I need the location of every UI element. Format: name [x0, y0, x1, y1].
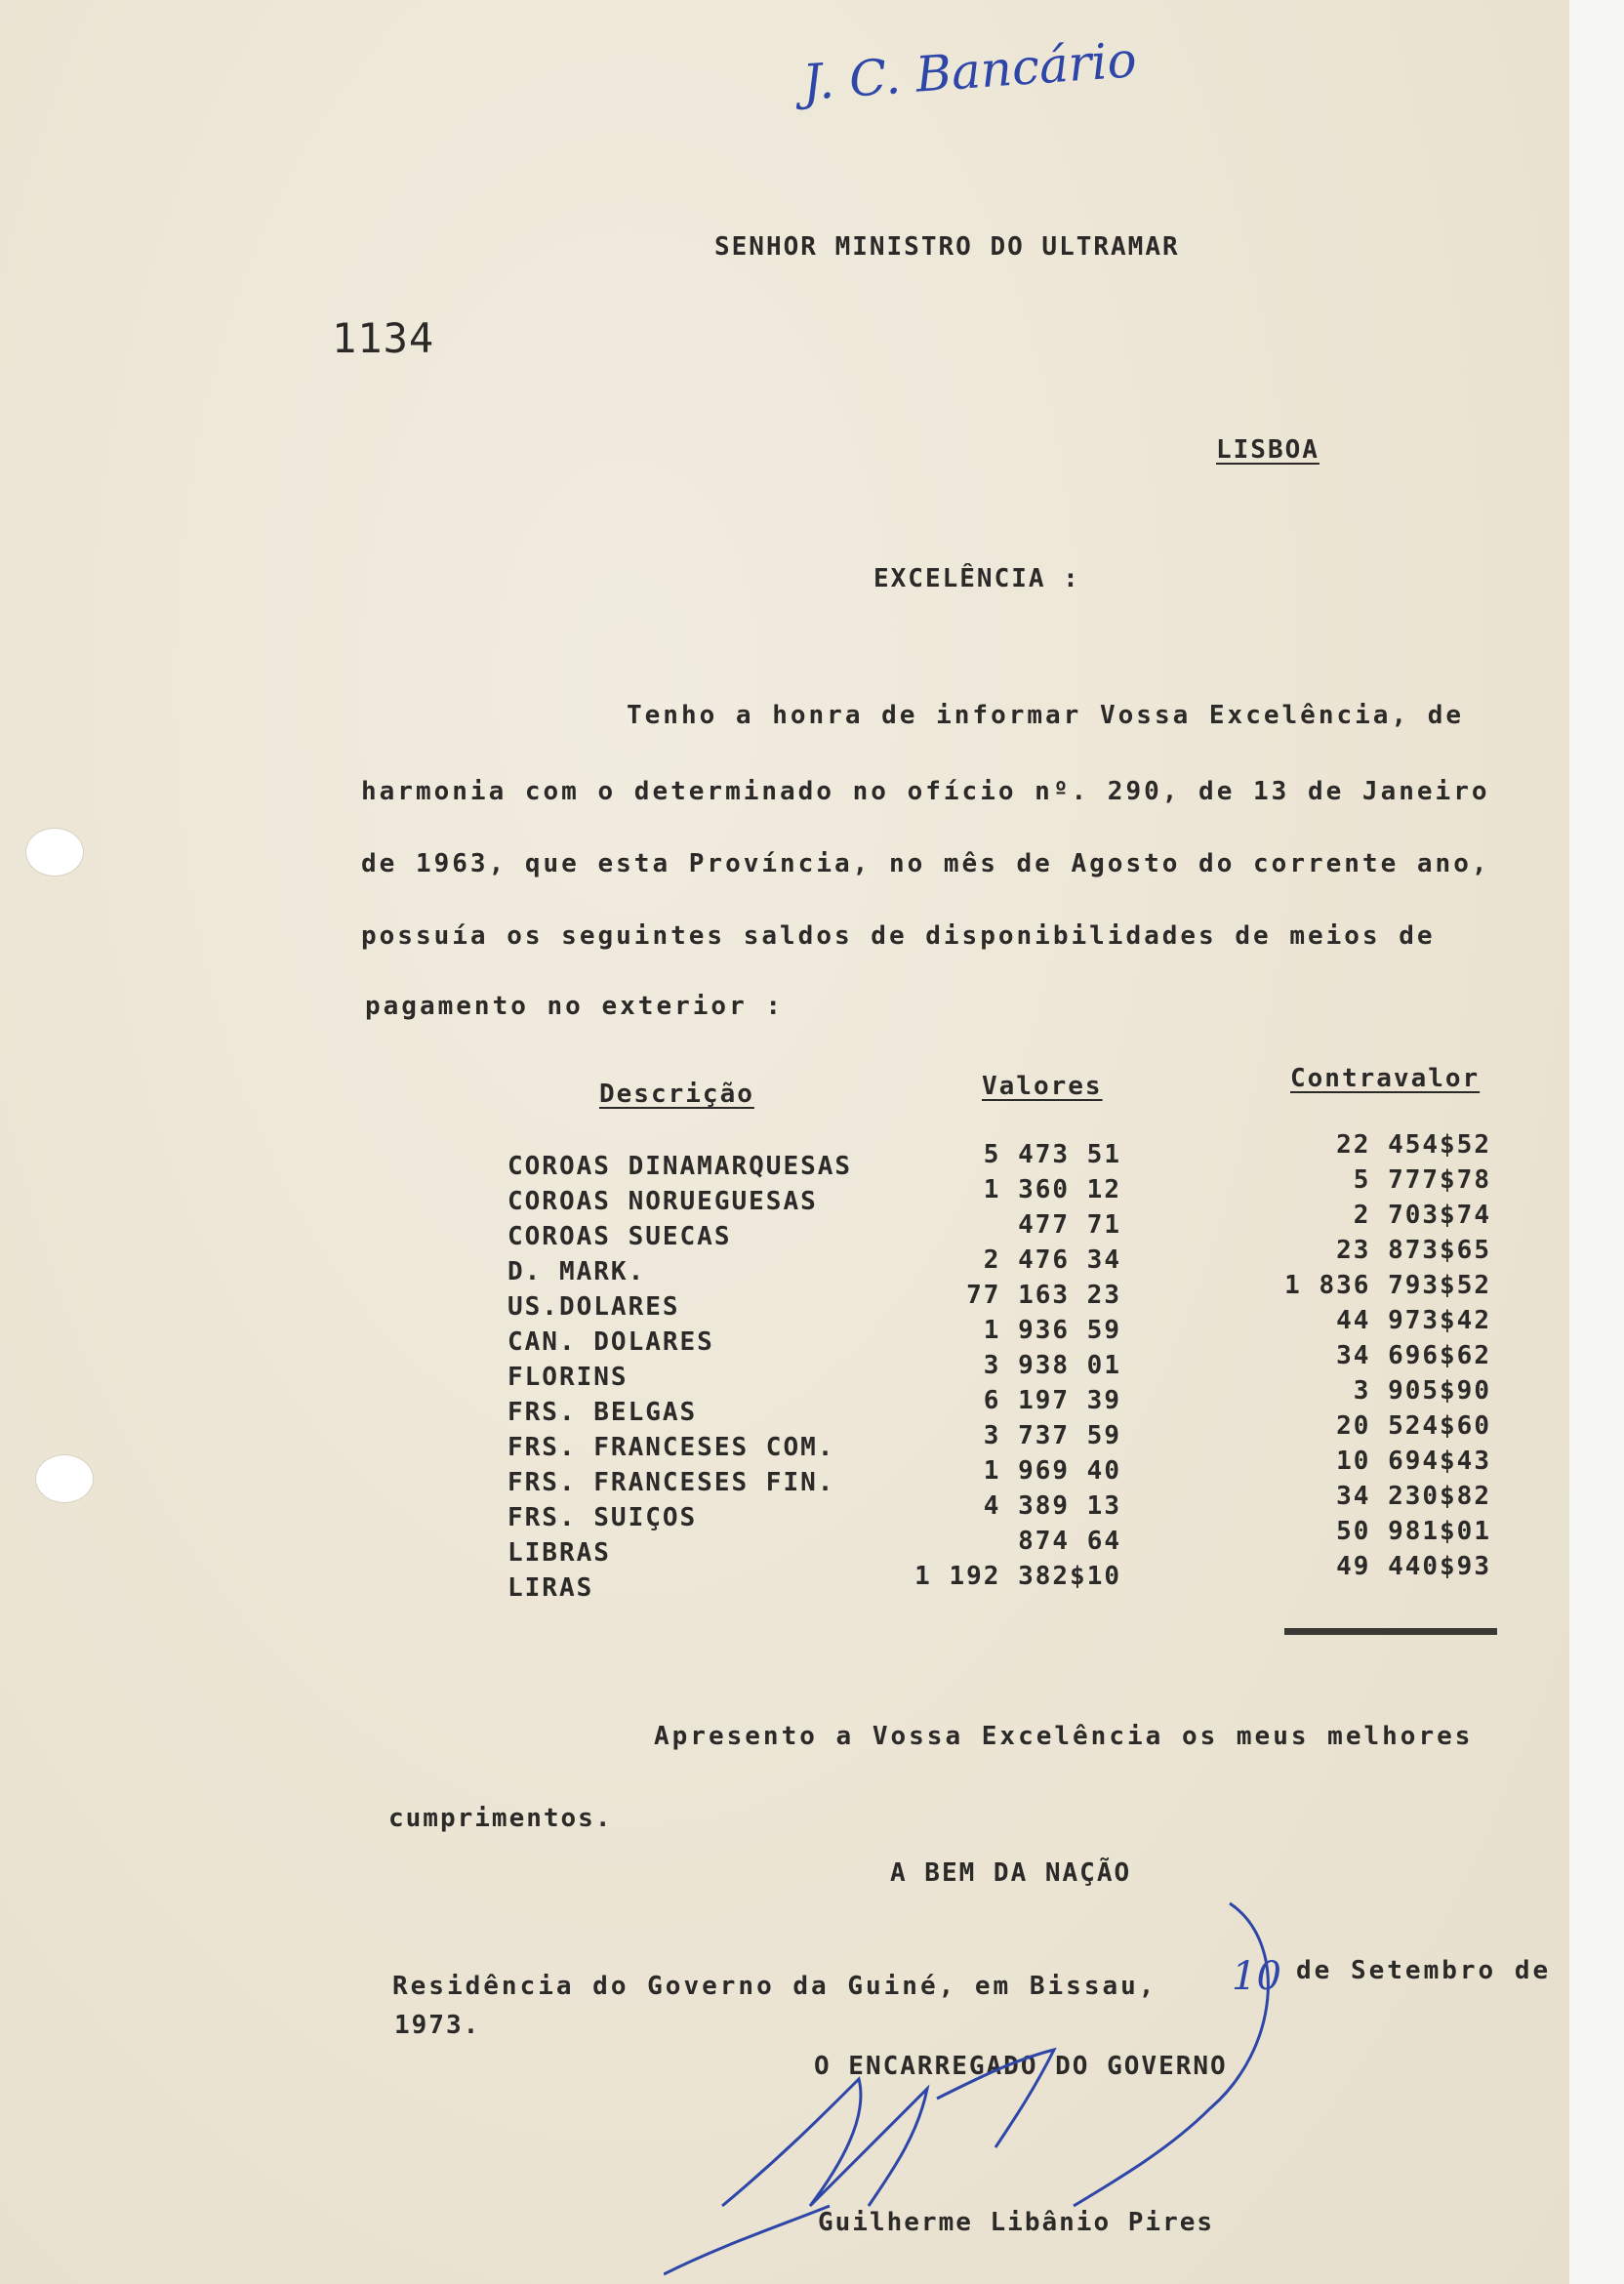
body-line: de 1963, que esta Província, no mês de Agosto do corrente ano, [361, 849, 1490, 878]
closing-line: Apresento a Vossa Excelência os meus melhores [654, 1722, 1474, 1751]
motto: A BEM DA NAÇÃO [890, 1858, 1132, 1888]
row-value: 1 969 40 [983, 1456, 1121, 1486]
total-rule [1284, 1628, 1497, 1635]
row-value: 1 360 12 [983, 1175, 1121, 1204]
row-description: FRS. BELGAS [508, 1398, 698, 1427]
row-countervalue: 34 696$62 [1336, 1341, 1491, 1370]
row-countervalue: 34 230$82 [1336, 1482, 1491, 1511]
signatory-name: Guilherme Libânio Pires [818, 2208, 1215, 2237]
table-header-description: Descrição [599, 1080, 754, 1109]
body-line: pagamento no exterior : [365, 992, 785, 1021]
row-description: US.DOLARES [508, 1292, 680, 1322]
body-line: possuía os seguintes saldos de disponibilidades de meios de [361, 921, 1436, 951]
addressee: SENHOR MINISTRO DO ULTRAMAR [714, 232, 1180, 262]
row-description: LIRAS [508, 1573, 594, 1603]
row-countervalue: 5 777$78 [1353, 1165, 1491, 1195]
row-value: 3 737 59 [983, 1421, 1121, 1450]
salutation: EXCELÊNCIA : [873, 564, 1080, 593]
row-value: 77 163 23 [966, 1281, 1121, 1310]
row-countervalue: 3 905$90 [1353, 1376, 1491, 1406]
table-header-values: Valores [982, 1072, 1103, 1101]
punch-hole [25, 828, 84, 877]
signature-stroke [937, 2050, 1054, 2147]
signature-stroke [722, 2079, 927, 2206]
row-countervalue: 22 454$52 [1336, 1130, 1491, 1160]
place-date-end: de Setembro de [1296, 1956, 1552, 1985]
row-countervalue: 49 440$93 [1336, 1552, 1491, 1581]
row-countervalue: 23 873$65 [1336, 1236, 1491, 1265]
row-countervalue: 44 973$42 [1336, 1306, 1491, 1335]
row-description: COROAS NORUEGUESAS [508, 1187, 818, 1216]
row-value: 6 197 39 [983, 1386, 1121, 1415]
row-description: COROAS DINAMARQUESAS [508, 1152, 853, 1181]
row-countervalue: 10 694$43 [1336, 1447, 1491, 1476]
row-countervalue: 20 524$60 [1336, 1411, 1491, 1441]
row-value: 4 389 13 [983, 1491, 1121, 1521]
row-value: 1 192 382$10 [914, 1562, 1121, 1591]
signature-stroke [664, 2206, 830, 2274]
row-value: 477 71 [1018, 1210, 1121, 1240]
scan-margin [1569, 0, 1624, 2284]
row-countervalue: 2 703$74 [1353, 1201, 1491, 1230]
table-header-countervalue: Contravalor [1290, 1064, 1481, 1093]
row-value: 5 473 51 [983, 1140, 1121, 1169]
closing-line: cumprimentos. [388, 1804, 613, 1833]
row-description: FRS. SUIÇOS [508, 1503, 698, 1532]
row-description: COROAS SUECAS [508, 1222, 732, 1251]
row-description: FLORINS [508, 1363, 629, 1392]
handwritten-day: 10 [1232, 1954, 1281, 1999]
body-line: Tenho a honra de informar Vossa Excelência, de [627, 701, 1465, 730]
body-line: harmonia com o determinado no ofício nº. 290, de 13 de Janeiro [361, 777, 1490, 806]
row-countervalue: 50 981$01 [1336, 1517, 1491, 1546]
reference-number: 1134 [332, 314, 435, 362]
place-date-year: 1973. [394, 2011, 481, 2040]
row-description: D. MARK. [508, 1257, 646, 1286]
row-value: 2 476 34 [983, 1245, 1121, 1275]
row-description: FRS. FRANCESES FIN. [508, 1468, 835, 1497]
punch-hole [35, 1454, 94, 1503]
row-value: 874 64 [1018, 1527, 1121, 1556]
row-value: 3 938 01 [983, 1351, 1121, 1380]
row-countervalue: 1 836 793$52 [1284, 1271, 1491, 1300]
place-date-start: Residência do Governo da Guiné, em Bissau, [392, 1972, 1157, 2001]
signature-stroke [1074, 1903, 1268, 2206]
row-description: FRS. FRANCESES COM. [508, 1433, 835, 1462]
row-description: LIBRAS [508, 1538, 611, 1568]
city: LISBOA [1216, 435, 1320, 465]
row-value: 1 936 59 [983, 1316, 1121, 1345]
signatory-title: O ENCARREGADO DO GOVERNO [814, 2052, 1228, 2081]
row-description: CAN. DOLARES [508, 1327, 714, 1357]
handwritten-annotation: J. C. Bancário [800, 31, 1139, 111]
